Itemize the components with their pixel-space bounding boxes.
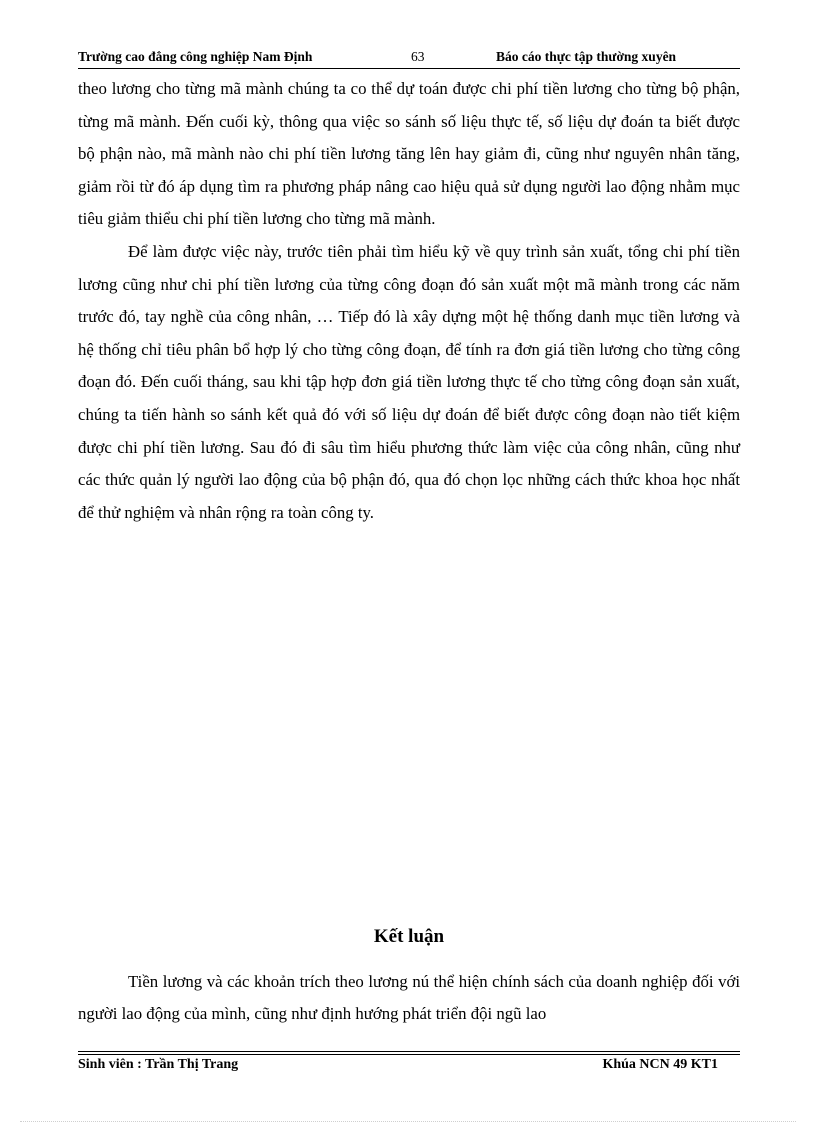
footer-divider-bottom xyxy=(78,1054,740,1055)
body-text xyxy=(78,73,740,529)
conclusion-heading: Kết luận xyxy=(373,926,445,947)
page-bottom-border xyxy=(20,1121,796,1122)
footer-class: Khúa NCN 49 KT1 xyxy=(602,1057,718,1072)
header-divider xyxy=(78,68,740,69)
footer-divider-top xyxy=(78,1051,740,1052)
conclusion-paragraph: Tiền lương và các khoản trích theo lương nú thể hiện chính sách của doanh nghiệp đối với người lao động của mình, cũng như định hướng phát triển đội ngũ lao xyxy=(78,972,740,1023)
header-school: Trường cao đẳng công nghiệp Nam Định xyxy=(78,49,313,64)
body-paragraph-1: theo lương cho từng mã mành chúng ta co thể dự toán được chi phí tiền lương cho từng bộ phận, từng mã mành. Đến cuối kỳ, thông qua việc so sánh số liệu thực tế, số liệu dự đoán ta biết được bộ phận nào, mã mành nào chi phí tiền lương tăng lên hay giảm đi, cũng như nguyên nhân tăng, giảm rồi từ đó áp dụng tìm ra phương pháp nâng cao hiệu quả sử dụng người lao động nhằm mục tiêu giảm thiểu chi phí tiền lương cho từng mã mành. xyxy=(78,79,740,229)
header-page-number: 63 xyxy=(411,49,425,64)
body-paragraph-2: Để làm được việc này, trước tiên phải tìm hiểu kỹ về quy trình sản xuất, tổng chi phí tiền lương cũng như chi phí tiền lương của từng công đoạn đó sản xuất một mã mành trong các năm trước đó, tay nghề của công nhân, … Tiếp đó là xây dựng một hệ thống danh mục tiền lương và hệ thống chỉ tiêu phân bổ hợp lý cho từng công đoạn, để tính ra đơn giá tiền lương cho từng công đoạn đó. Đến cuối tháng, sau khi tập hợp đơn giá tiền lương thực tế cho từng công đoạn sản xuất, chúng ta tiến hành so sánh kết quả đó với số liệu dự đoán để biết được công đoạn nào tiết kiệm được chi phí tiền lương. Sau đó đi sâu tìm hiểu phương thức làm việc của công nhân, cũng như các thức quản lý người lao động của bộ phận đó, qua đó chọn lọc những cách thức khoa học nhất để thử nghiệm và nhân rộng ra toàn công ty. xyxy=(78,241,740,522)
header-report-title: Báo cáo thực tập thường xuyên xyxy=(496,49,677,64)
footer-student: Sinh viên : Trần Thị Trang xyxy=(78,1057,239,1072)
page-footer xyxy=(78,1057,740,1077)
page-header xyxy=(78,49,740,69)
